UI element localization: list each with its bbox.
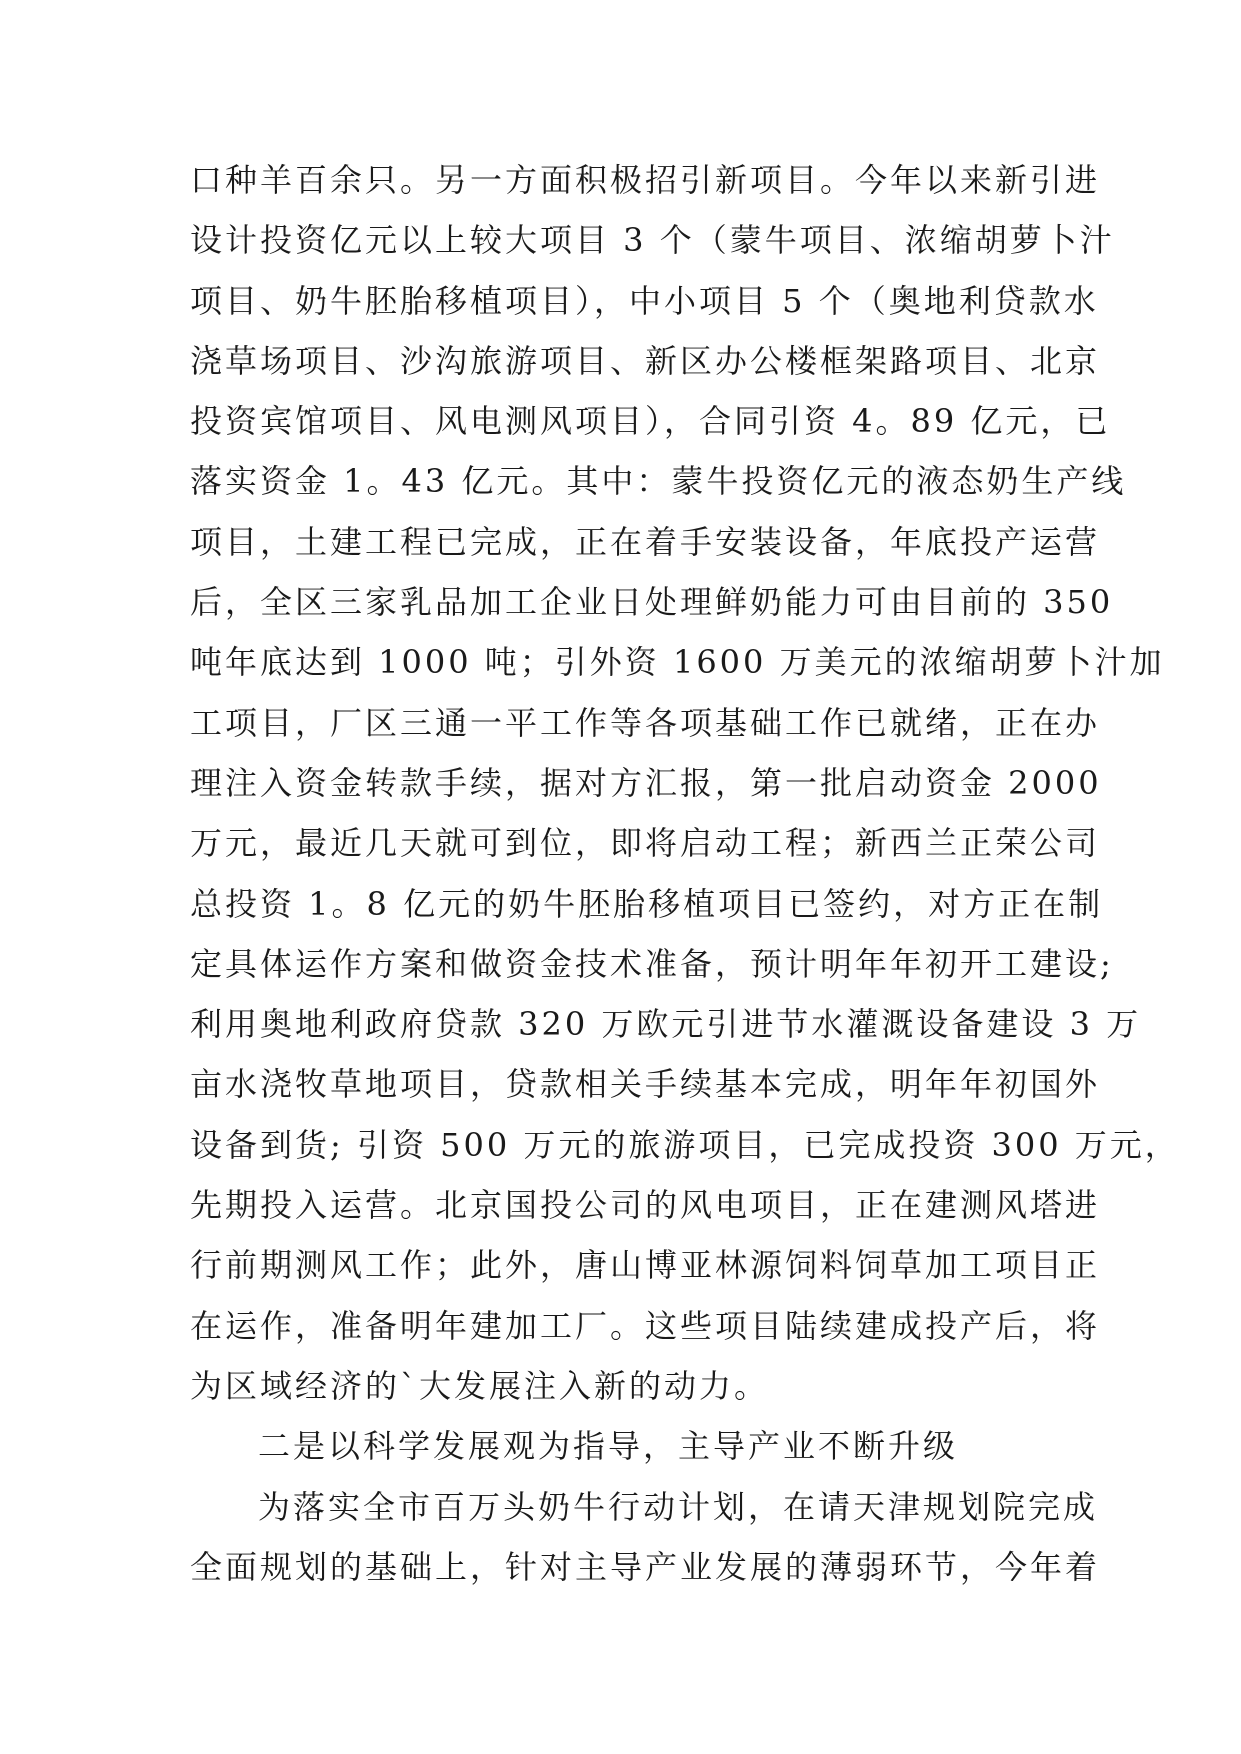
text-line: 利用奥地利政府贷款 320 万欧元引进节水灌溉设备建设 3 万 [190,1005,1142,1044]
text-line: 项目，土建工程已完成，正在着手安装设备，年底投产运营 [190,522,1101,561]
text-line: 浇草场项目、沙沟旅游项目、新区办公楼框架路项目、北京 [190,341,1101,380]
text-line: 行前期测风工作；此外，唐山博亚林源饲料饲草加工项目正 [190,1246,1101,1285]
text-line: 投资宾馆项目、风电测风项目），合同引资 4。89 亿元，已 [190,402,1111,441]
text-line: 落实资金 1。43 亿元。其中：蒙牛投资亿元的液态奶生产线 [190,462,1127,501]
text-line: 吨年底达到 1000 吨；引外资 1600 万美元的浓缩胡萝卜汁加 [190,643,1165,682]
text-line: 在运作，准备明年建加工厂。这些项目陆续建成投产后，将 [190,1306,1101,1345]
text-line: 为区域经济的`大发展注入新的动力。 [190,1366,770,1405]
text-line: 总投资 1。8 亿元的奶牛胚胎移植项目已签约，对方正在制 [190,884,1104,923]
text-line: 设计投资亿元以上较大项目 3 个（蒙牛项目、浓缩胡萝卜汁 [190,221,1115,260]
section-heading: 二是以科学发展观为指导，主导产业不断升级 [258,1427,959,1466]
text-line: 后，全区三家乳品加工企业日处理鲜奶能力可由目前的 350 [190,583,1114,622]
text-line: 全面规划的基础上，针对主导产业发展的薄弱环节，今年着 [190,1547,1101,1586]
paragraph-first-line: 为落实全市百万头奶牛行动计划，在请天津规划院完成 [258,1487,1099,1526]
text-line: 项目、奶牛胚胎移植项目），中小项目 5 个（奥地利贷款水 [190,281,1099,320]
text-line: 设备到货; 引资 500 万元的旅游项目，已完成投资 300 万元， [190,1125,1180,1164]
body-text [190,150,1180,1597]
text-line: 先期投入运营。北京国投公司的风电项目，正在建测风塔进 [190,1186,1101,1225]
text-line: 定具体运作方案和做资金技术准备，预计明年年初开工建设; [190,944,1114,983]
text-line: 万元，最近几天就可到位，即将启动工程；新西兰正荣公司 [190,824,1101,863]
text-line: 工项目，厂区三通一平工作等各项基础工作已就绪，正在办 [190,703,1101,742]
text-line: 理注入资金转款手续，据对方汇报，第一批启动资金 2000 [190,763,1102,802]
text-line: 口种羊百余只。另一方面积极招引新项目。今年以来新引进 [190,161,1101,199]
text-line: 亩水浇牧草地项目，贷款相关手续基本完成，明年年初国外 [190,1065,1101,1104]
